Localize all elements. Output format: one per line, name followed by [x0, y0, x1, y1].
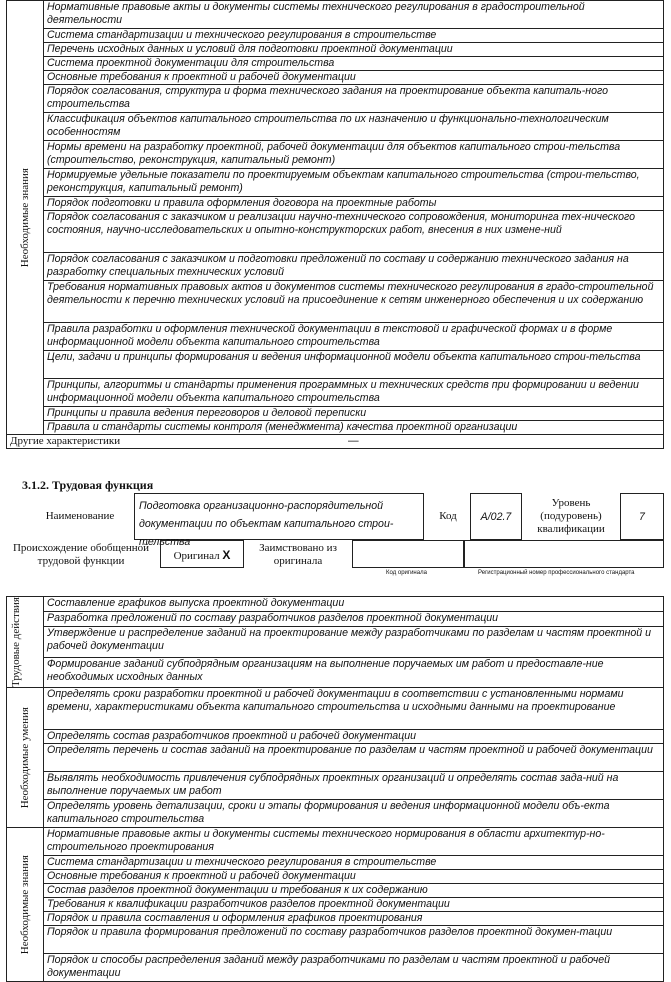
- borrowed-label: Заимствовано из оригинала: [259, 542, 337, 567]
- top-knowledge-row: Классификация объектов капитального строительства по их назначению и функционально-технологическим особенностям: [44, 113, 664, 141]
- original-box: [160, 540, 244, 568]
- section-heading: 3.1.2. Трудовая функция: [22, 478, 154, 492]
- level-label: Уровень (подуровень) квалификации: [537, 497, 605, 535]
- actions-row: Разработка предложений по составу разработчиков разделов проектной документации: [44, 612, 664, 627]
- original-mark: X: [222, 548, 231, 562]
- top-knowledge-table: [6, 0, 664, 449]
- knowledge-row: Требования к квалификации разработчиков разделов проектной документации: [44, 897, 664, 911]
- original-content: [161, 548, 243, 562]
- original-label: Оригинал: [173, 550, 220, 562]
- top-knowledge-row: Порядок согласования с заказчиком и реализации научно-технического сопровождения, мониторинга тех-нического состояния, научно-исследовательских и опытно-конструкторских работ, внесения в них измене-ний: [44, 211, 664, 253]
- top-knowledge-side-cell: [7, 1, 44, 435]
- top-knowledge-row: Принципы, алгоритмы и стандарты применения программных и технических средств при формировании и ведении информационной модели объекта капитального строительства: [44, 379, 664, 407]
- actions-row: Формирование заданий субподрядным организациям на выполнение поручаемых им работ и предоставле-ние необходимых исходных данных: [44, 657, 664, 687]
- skills-side-label: Необходимые умения: [18, 706, 31, 809]
- top-knowledge-row: Принципы и правила ведения переговоров и деловой переписки: [44, 407, 664, 421]
- skills-row: Определять состав разработчиков проектной и рабочей документации: [44, 729, 664, 743]
- top-knowledge-row: Перечень исходных данных и условий для подготовки проектной документации: [44, 43, 664, 57]
- top-knowledge-row: Нормативные правовые акты и документы системы технического регулирования в градостроительной деятельности: [44, 1, 664, 29]
- top-knowledge-row: Порядок согласования с заказчиком и подготовки предложений по составу и содержанию технического задания на разработку специальных технических условий: [44, 253, 664, 281]
- top-knowledge-row: Порядок согласования, структура и форма технического задания на проектирование объекта капиталь-ного строительства: [44, 85, 664, 113]
- origin-label: Происхождение обобщенной трудовой функции: [12, 542, 150, 567]
- code-original-note: Код оригинала: [386, 570, 427, 576]
- reg-number-note: Регистрационный номер профессионального стандарта: [478, 570, 635, 576]
- knowledge-side-label: Необходимые знания: [18, 854, 31, 955]
- knowledge-row: Порядок и правила формирования предложений по составу разработчиков разделов проектной докумен-тации: [44, 925, 664, 953]
- name-value-box: [134, 493, 424, 548]
- other-characteristics-label: Другие характеристики: [7, 435, 44, 449]
- top-knowledge-row: Порядок подготовки и правила оформления договора на проектные работы: [44, 197, 664, 211]
- name-label: Наименование: [45, 510, 115, 522]
- top-knowledge-row: Нормируемые удельные показатели по проектируемым объектам капитального строительства (строи-тельство, реконструкция, капитальный ремонт): [44, 169, 664, 197]
- top-knowledge-row: Правила и стандарты системы контроля (менеджмента) качества проектной организации: [44, 421, 664, 435]
- actions-row: Составление графиков выпуска проектной документации: [44, 597, 664, 612]
- reg-number-box: [464, 540, 664, 568]
- top-knowledge-side-label: Необходимые знания: [18, 167, 31, 268]
- knowledge-row: Порядок и способы распределения заданий между разработчиками по разделам и частям проектной и рабочей документации: [44, 953, 664, 981]
- code-value-box: [470, 493, 522, 540]
- knowledge-row: Система стандартизации и технического регулирования в строительстве: [44, 855, 664, 869]
- knowledge-row: Состав разделов проектной документации и требования к их содержанию: [44, 883, 664, 897]
- knowledge-side-cell: [7, 827, 44, 981]
- top-knowledge-row: Основные требования к проектной и рабочей документации: [44, 71, 664, 85]
- top-knowledge-row: Нормы времени на разработку проектной, рабочей документации для объектов капитального строи-тельства (строительство, реконструкция, капитальный ремонт): [44, 141, 664, 169]
- skills-row: Определять сроки разработки проектной и рабочей документации в соответствии с установленными нормами времени, характеристиками объекта капитального строительства и исходными данными на проектирование: [44, 687, 664, 729]
- top-knowledge-row: Система стандартизации и технического регулирования в строительстве: [44, 29, 664, 43]
- code-original-box: [352, 540, 464, 568]
- actions-row: Утверждение и распределение заданий на проектирование между разработчиками по разделам и частям проектной и рабочей документации: [44, 627, 664, 657]
- actions-side-cell: [7, 597, 44, 688]
- knowledge-row: Порядок и правила составления и оформления графиков проектирования: [44, 911, 664, 925]
- skills-side-cell: [7, 687, 44, 827]
- code-value: A/02.7: [480, 511, 512, 523]
- skills-row: Выявлять необходимость привлечения субподрядных проектных организаций и определять состав зада-ний на выполнение поручаемых им работ: [44, 771, 664, 799]
- top-knowledge-row: Цели, задачи и принципы формирования и ведения информационной модели объекта капитального строи-тельства: [44, 351, 664, 379]
- top-knowledge-row: Правила разработки и оформления технической документации в текстовой и графической формах и в форме информационной модели объекта капитального строительства: [44, 323, 664, 351]
- code-label: Код: [439, 510, 457, 522]
- level-value: 7: [639, 511, 645, 523]
- top-knowledge-row: Система проектной документации для строительства: [44, 57, 664, 71]
- function-details-table: [6, 596, 664, 982]
- name-value: Подготовка организационно-распорядительной документации по объектам капитального строи-тельства: [139, 500, 394, 548]
- top-knowledge-row: Требования нормативных правовых актов и документов системы технического регулирования в градо-строительной деятельности к перечню технических условий на присоединение к сетям инженерного обеспечения и их содержанию: [44, 281, 664, 323]
- level-value-box: [620, 493, 664, 540]
- knowledge-row: Основные требования к проектной и рабочей документации: [44, 869, 664, 883]
- other-characteristics-value: —: [44, 435, 664, 449]
- skills-row: Определять уровень детализации, сроки и этапы формирования и ведения информационной модели объ-екта капитального строительства: [44, 799, 664, 827]
- skills-row: Определять перечень и состав заданий на проектирование по разделам и частям проектной и рабочей документации: [44, 743, 664, 771]
- actions-side-label: Трудовые действия: [10, 597, 22, 687]
- knowledge-row: Нормативные правовые акты и документы системы технического нормирования в области архитектур-но-строительного проектирования: [44, 827, 664, 855]
